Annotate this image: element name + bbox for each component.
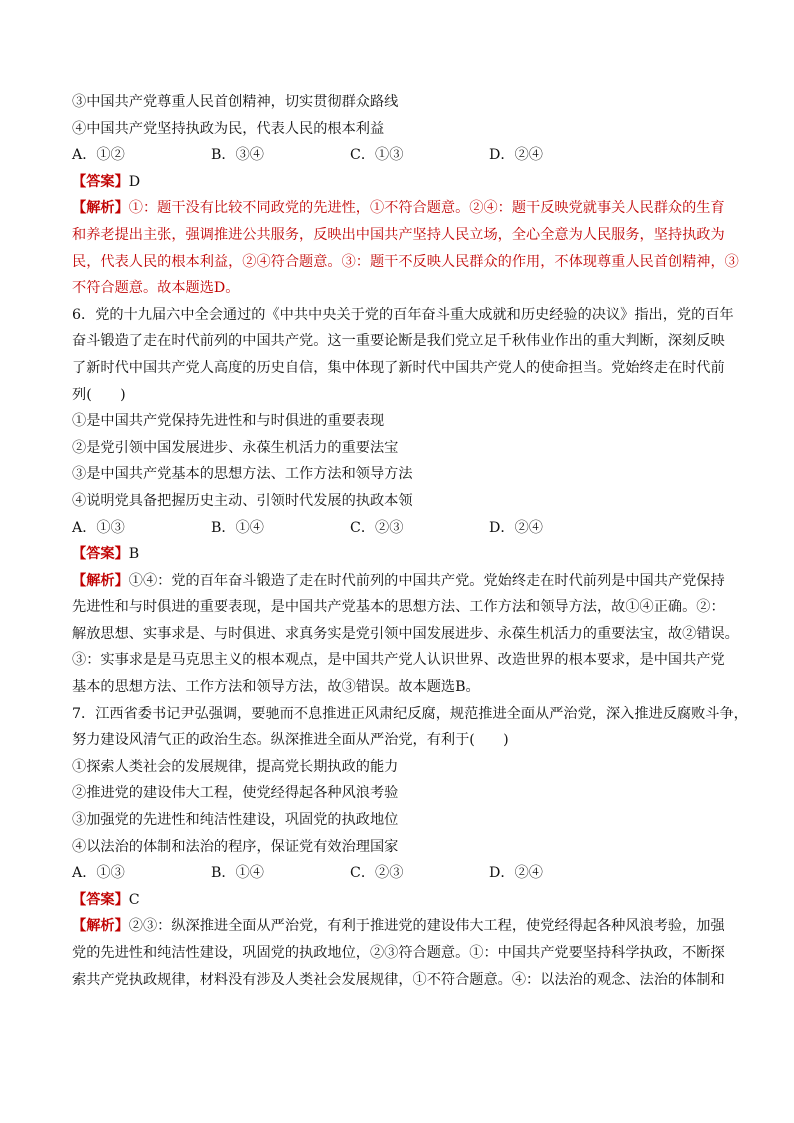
answer-value: D (128, 173, 141, 190)
analysis-line: 基本的思想方法、工作方法和领导方法，故③错误。故本题选B。 (72, 679, 480, 696)
analysis-line: 索共产党执政规律，材料没有涉及人类社会发展规律，①不符合题意。④：以法治的观念、法治的体制和 (72, 971, 725, 988)
analysis-text: ②③：纵深推进全面从严治党，有利于推进党的建设伟大工程，使党经得起各种风浪考验，加强 (128, 918, 725, 935)
analysis-text: ①：题干没有比较不同政党的先进性，①不符合题意。②④：题干反映党就事关人民群众的生育 (128, 200, 725, 217)
option-c: C．②③ (350, 865, 404, 882)
question-5 (72, 89, 739, 302)
option-b: B．③④ (211, 147, 264, 164)
answer-label: 【答案】 (72, 173, 129, 190)
answer-value: B (128, 546, 140, 563)
analysis-line: 和养老提出主张，强调推进公共服务，反映出中国共产坚持人民立场，全心全意为人民服务，坚持执政为 (72, 226, 725, 243)
question-stem-line: 列( ) (72, 386, 126, 403)
analysis-line: 民，代表人民的根本利益，②④符合题意。③：题干不反映人民群众的作用，不体现尊重人民首创精神，③ (72, 253, 739, 270)
option-c: C．①③ (350, 147, 404, 164)
options-row (72, 860, 724, 887)
choice-item: ①是中国共产党保持先进性和与时俱进的重要表现 (72, 413, 385, 430)
analysis-line: 先进性和与时俱进的重要表现，是中国共产党基本的思想方法、工作方法和领导方法，故①④正确。②： (72, 599, 725, 616)
choice-item: ③是中国共产党基本的思想方法、工作方法和领导方法 (72, 466, 413, 483)
question-stem-line: 7．江西省委书记尹弘强调，要驰而不息推进正风肃纪反腐，规范推进全面从严治党，深入推进反腐败斗争， (72, 705, 748, 722)
answer-line (72, 169, 724, 196)
answer-line (72, 887, 724, 914)
analysis-label: 【解析】 (72, 918, 129, 935)
question-stem-line: 努力建设风清气正的政治生态。纵深推进全面从严治党，有利于( ) (72, 732, 509, 749)
analysis-line: ③：实事求是是马克思主义的根本观点，是中国共产党人认识世界、改造世界的根本要求，是中国共产党 (72, 652, 725, 669)
analysis-line (72, 195, 724, 222)
choice-item: ④以法治的体制和法治的程序，保证党有效治理国家 (72, 838, 399, 855)
option-d: D．②④ (489, 147, 543, 164)
analysis-line (72, 913, 724, 940)
choice-item: ①探索人类社会的发展规律，提高党长期执政的能力 (72, 758, 399, 775)
question-stem-line: 6．党的十九届六中全会通过的《中共中央关于党的百年奋斗重大成就和历史经验的决议》指出，党的百年 (72, 306, 734, 323)
options-row (72, 515, 724, 542)
choice-item: ④中国共产党坚持执政为民，代表人民的根本利益 (72, 120, 385, 137)
analysis-line: 解放思想、实事求是、与时俱进、求真务实是党引领中国发展进步、永葆生机活力的重要法宝，故②错误。 (72, 625, 739, 642)
question-7 (72, 701, 748, 994)
option-b: B．①④ (211, 519, 264, 536)
choice-item: ②推进党的建设伟大工程，使党经得起各种风浪考验 (72, 785, 399, 802)
option-c: C．②③ (350, 519, 404, 536)
option-a: A．①② (72, 147, 125, 164)
analysis-label: 【解析】 (72, 572, 129, 589)
answer-label: 【答案】 (72, 891, 129, 908)
choice-item: ③中国共产党尊重人民首创精神，切实贯彻群众路线 (72, 94, 399, 110)
option-d: D．②④ (489, 519, 543, 536)
choice-item: ③加强党的先进性和纯洁性建设，巩固党的执政地位 (72, 812, 399, 829)
options-row (72, 142, 724, 169)
answer-line (72, 541, 724, 568)
question-stem-line: 奋斗锻造了走在时代前列的中国共产党。这一重要论断是我们党立足千秋伟业作出的重大判断，深刻反映 (72, 333, 725, 350)
option-d: D．②④ (489, 865, 543, 882)
question-stem-line: 了新时代中国共产党人高度的历史自信，集中体现了新时代中国共产党人的使命担当。党始终走在时代前 (72, 359, 725, 376)
document-page (72, 89, 748, 993)
analysis-line: 党的先进性和纯洁性建设，巩固党的执政地位，②③符合题意。①：中国共产党要坚持科学执政，不断探 (72, 945, 725, 961)
choice-item: ②是党引领中国发展进步、永葆生机活力的重要法宝 (72, 439, 399, 456)
answer-value: C (128, 891, 140, 908)
answer-label: 【答案】 (72, 546, 129, 563)
analysis-line: 不符合题意。故本题选D。 (72, 280, 240, 297)
choice-item: ④说明党具备把握历史主动、引领时代发展的执政本领 (72, 492, 413, 509)
analysis-text: ①④：党的百年奋斗锻造了走在时代前列的中国共产党。党始终走在时代前列是中国共产党保持 (128, 572, 725, 589)
analysis-line (72, 568, 724, 595)
option-b: B．①④ (211, 865, 264, 882)
question-6 (72, 302, 739, 701)
option-a: A．①③ (72, 519, 125, 536)
analysis-label: 【解析】 (72, 200, 129, 217)
option-a: A．①③ (72, 865, 125, 882)
